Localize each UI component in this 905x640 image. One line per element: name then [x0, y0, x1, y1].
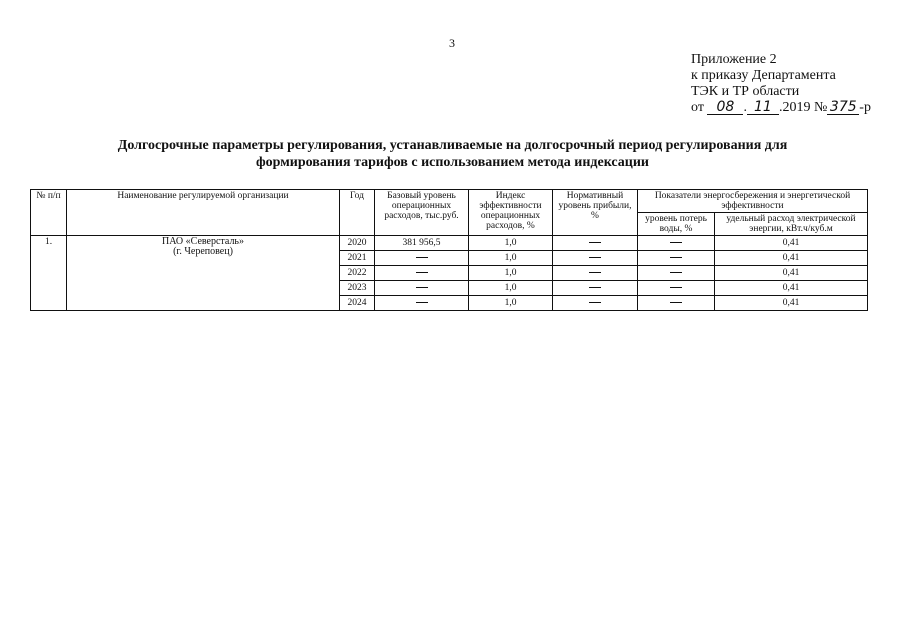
dash-mark	[589, 242, 601, 243]
dash-mark	[670, 257, 682, 258]
dash-mark	[670, 302, 682, 303]
order-number: 375	[827, 100, 859, 115]
organization-cell	[67, 236, 340, 311]
header-base-opex: Базовый уровень операционных расходов, тыс.руб.	[375, 190, 469, 236]
date-prefix: от	[691, 100, 704, 115]
dash-mark	[416, 302, 428, 303]
order-suffix: -р	[859, 100, 871, 115]
base-opex-cell	[375, 281, 469, 296]
row-number: 1.	[31, 236, 67, 311]
profit-level-cell	[553, 251, 638, 266]
energy-consumption-cell: 0,41	[715, 251, 868, 266]
title-line-1: Долгосрочные параметры регулирования, устанавливаемые на долгосрочный период регулирования для	[117, 138, 788, 153]
dash-mark	[416, 257, 428, 258]
dash-mark	[589, 257, 601, 258]
dash-mark	[589, 302, 601, 303]
title-line-2: формирования тарифов с использованием метода индексации	[256, 155, 649, 170]
header-energy-consumption: удельный расход электрической энергии, кВт.ч/куб.м	[715, 213, 868, 236]
base-opex-cell	[375, 266, 469, 281]
year-cell: 2023	[340, 281, 375, 296]
water-loss-cell	[638, 236, 715, 251]
order-month: 11	[747, 100, 779, 115]
organization-name: ПАО «Северсталь»	[161, 236, 244, 247]
parameters-table	[30, 189, 868, 311]
profit-level-cell	[553, 266, 638, 281]
appendix-date-line: от 08 . 11 .2019 № 375 -р	[691, 99, 871, 115]
organization-city: (г. Череповец)	[173, 246, 233, 257]
efficiency-index-cell: 1,0	[469, 236, 553, 251]
water-loss-cell	[638, 296, 715, 311]
efficiency-index-cell: 1,0	[469, 266, 553, 281]
year-cell: 2021	[340, 251, 375, 266]
document-title	[60, 137, 845, 171]
table-row	[31, 236, 868, 251]
order-year: .2019 №	[778, 100, 828, 115]
water-loss-cell	[638, 251, 715, 266]
order-day: 08	[707, 100, 743, 115]
water-loss-cell	[638, 281, 715, 296]
efficiency-index-cell: 1,0	[469, 281, 553, 296]
year-cell: 2020	[340, 236, 375, 251]
profit-level-cell	[553, 296, 638, 311]
dash-mark	[416, 272, 428, 273]
profit-level-cell	[553, 281, 638, 296]
header-water-loss: уровень потерь воды, %	[638, 213, 715, 236]
year-cell: 2022	[340, 266, 375, 281]
base-opex-cell	[375, 296, 469, 311]
header-row-1	[31, 190, 868, 213]
profit-level-cell	[553, 236, 638, 251]
year-cell: 2024	[340, 296, 375, 311]
dash-mark	[589, 287, 601, 288]
energy-consumption-cell: 0,41	[715, 236, 868, 251]
base-opex-cell	[375, 251, 469, 266]
energy-consumption-cell: 0,41	[715, 296, 868, 311]
dash-mark	[416, 287, 428, 288]
dash-mark	[670, 272, 682, 273]
appendix-block	[691, 52, 871, 116]
energy-consumption-cell: 0,41	[715, 266, 868, 281]
efficiency-index-cell: 1,0	[469, 251, 553, 266]
page-number: 3	[449, 36, 455, 50]
dash-mark	[670, 287, 682, 288]
energy-consumption-cell: 0,41	[715, 281, 868, 296]
appendix-line-2: к приказу Департамента	[691, 68, 836, 83]
appendix-line-1: Приложение 2	[691, 52, 777, 67]
water-loss-cell	[638, 266, 715, 281]
base-opex-cell: 381 956,5	[375, 236, 469, 251]
header-org: Наименование регулируемой организации	[67, 190, 340, 236]
efficiency-index-cell: 1,0	[469, 296, 553, 311]
header-efficiency-index: Индекс эффективности операционных расходов, %	[469, 190, 553, 236]
header-num: № п/п	[31, 190, 67, 236]
appendix-line-3: ТЭК и ТР области	[691, 84, 800, 99]
header-profit-level: Нормативный уровень прибыли, %	[553, 190, 638, 236]
dash-mark	[589, 272, 601, 273]
header-year: Год	[340, 190, 375, 236]
dash-mark	[670, 242, 682, 243]
header-energy-group: Показатели энергосбережения и энергетической эффективности	[638, 190, 868, 213]
